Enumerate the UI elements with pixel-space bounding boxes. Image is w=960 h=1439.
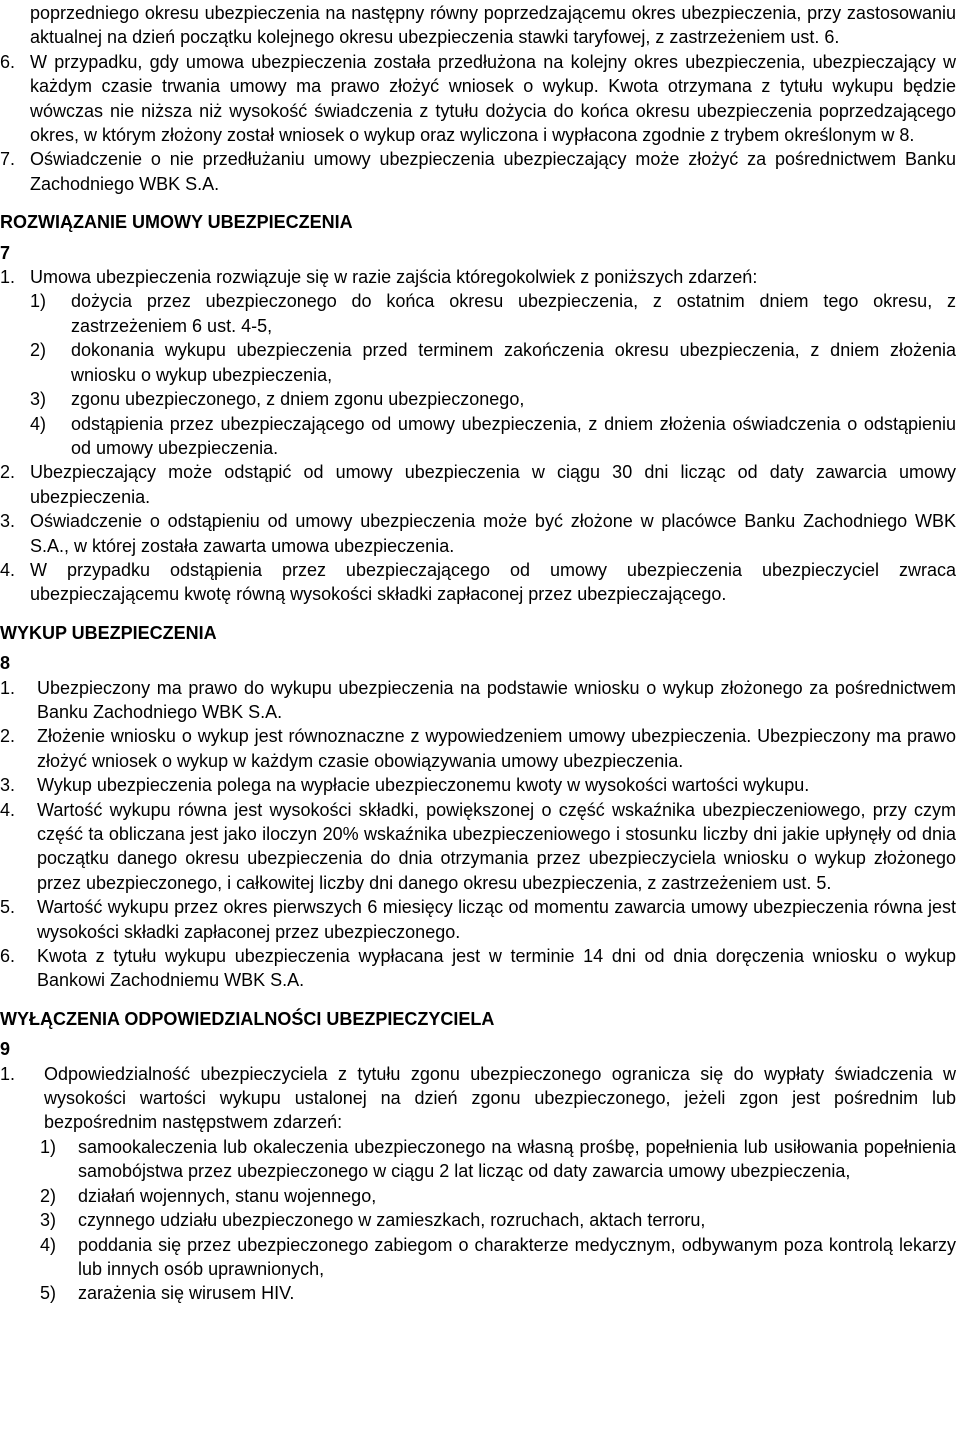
section8-item-2 (0, 724, 960, 773)
section8-item-5 (0, 895, 960, 944)
item-text: Kwota z tytułu wykupu ubezpieczenia wypłacana jest w terminie 14 dni od dnia doręczenia wniosku o wykup Bankowi Zachodniemu WBK S.A. (37, 946, 956, 991)
item-text: Złożenie wniosku o wykup jest równoznaczne z wypowiedzeniem umowy ubezpieczenia. Ubezpieczony ma prawo złożyć wniosek o wykup w każdym czasie obowiązywania umowy ubezpieczenia. (37, 726, 956, 771)
section7-subitem-4 (0, 412, 960, 461)
paragraph-number-7: 7 (0, 242, 11, 263)
item-text: Wartość wykupu przez okres pierwszych 6 miesięcy licząc od momentu zawarcia umowy ubezpieczenia równa jest wysokości składki zapłaconej przez ubezpieczonego. (37, 897, 956, 942)
section8-item-3 (0, 773, 960, 797)
item-number: 4. (0, 559, 16, 580)
item-number: 7. (0, 149, 16, 170)
item-number: 2. (0, 462, 16, 483)
subitem-text: czynnego udziału ubezpieczonego w zamieszkach, rozruchach, aktach terroru, (78, 1210, 706, 1231)
section8-item-6 (0, 944, 960, 993)
section7-subitem-1 (0, 289, 960, 338)
item-text: W przypadku, gdy umowa ubezpieczenia została przedłużona na kolejny okres ubezpieczenia, ubezpieczający w każdym czasie trwania umowy ma prawo złożyć wniosek o wykup. Kwota otrzymana z tytułu wykupu będzie wówczas nie niższa niż wysokość świadczenia z tytułu dożycia do końca okresu ubezpieczenia poprzedzającego okres, w którym złożony został wniosek o wykup oraz wyliczona i wypłacona zgodnie z trybem określonym w 8. (30, 51, 956, 146)
item-text: W przypadku odstąpienia przez ubezpieczającego od umowy ubezpieczenia ubezpieczyciel zwraca ubezpieczającemu kwotę równą wysokości składki zapłaconej przez ubezpieczającego. (30, 559, 956, 605)
section7-subitem-2 (0, 338, 960, 387)
paragraph-number-8: 8 (0, 653, 11, 674)
top-continuation-paragraph: poprzedniego okresu ubezpieczenia na następny równy poprzedzającemu okres ubezpieczenia, przy zastosowaniu aktualnej na dzień początku kolejnego okresu ubezpieczenia stawki taryfowej, z zastrzeżeniem ust. 6. (30, 3, 956, 48)
section-heading-termination: ROZWIĄZANIE UMOWY UBEZPIECZENIA (0, 212, 353, 233)
item-text: Ubezpieczony ma prawo do wykupu ubezpieczenia na podstawie wniosku o wykup złożonego za pośrednictwem Banku Zachodniego WBK S.A. (37, 677, 956, 722)
subitem-text: samookaleczenia lub okaleczenia ubezpieczonego na własną prośbę, popełnienia lub usiłowania popełnienia samobójstwa przez ubezpieczonego w ciągu 2 lat licząc od daty zawarcia umowy ubezpieczenia, (78, 1136, 956, 1182)
section9-subitem-2 (0, 1184, 960, 1208)
subitem-number: 1) (40, 1136, 57, 1157)
section8-item-4 (0, 798, 960, 896)
item-number: 1. (0, 267, 16, 288)
item-text: Wartość wykupu równa jest wysokości składki, powiększonej o część wskaźnika ubezpieczeniowego, przy czym część ta obliczana jest jako iloczyn 20% wskaźnika ubezpieczeniowego i stosunku liczby dni jakie upłynęły od dnia początku danego okresu ubezpieczenia do dnia otrzymania przez ubezpieczyciela wniosku o wykup złożonego przez ubezpieczonego, i całkowitej liczby dni danego okresu ubezpieczenia, z zastrzeżeniem ust. 5. (37, 799, 956, 893)
section9-subitem-1 (0, 1135, 960, 1184)
item-number: 1. (0, 1063, 16, 1084)
section9-item-1 (0, 1062, 960, 1135)
item-number: 1. (0, 677, 16, 698)
item-text: Oświadczenie o odstąpieniu od umowy ubezpieczenia może być złożone w placówce Banku Zachodniego WBK S.A., w której została zawarta umowa ubezpieczenia. (30, 511, 956, 556)
subitem-text: dokonania wykupu ubezpieczenia przed terminem zakończenia okresu ubezpieczenia, z dniem złożenia wniosku o wykup ubezpieczenia, (71, 340, 956, 385)
subitem-text: poddania się przez ubezpieczonego zabiegom o charakterze medycznym, odbywanym poza kontrolą lekarzy lub innych osób uprawnionych, (78, 1234, 956, 1279)
subitem-number: 2) (40, 1185, 57, 1206)
subitem-number: 3) (40, 1210, 57, 1231)
item-number: 2. (0, 726, 16, 747)
section9-subitem-3 (0, 1208, 960, 1232)
document-page (0, 1, 960, 1306)
section9-subitem-5 (0, 1281, 960, 1305)
item-text: Ubezpieczający może odstąpić od umowy ubezpieczenia w ciągu 30 dni licząc od daty zawarcia umowy ubezpieczenia. (30, 462, 956, 507)
subitem-text: zgonu ubezpieczonego, z dniem zgonu ubezpieczonego, (71, 389, 525, 410)
subitem-number: 3) (30, 389, 47, 410)
subitem-text: działań wojennych, stanu wojennego, (78, 1185, 377, 1206)
subitem-text: dożycia przez ubezpieczonego do końca okresu ubezpieczenia, z ostatnim dniem tego okresu, z zastrzeżeniem 6 ust. 4-5, (71, 291, 956, 336)
section8-item-1 (0, 676, 960, 725)
section7-item-4 (0, 558, 960, 607)
subitem-number: 4) (30, 413, 47, 434)
section9-subitem-4 (0, 1233, 960, 1282)
item-number: 3. (0, 511, 16, 532)
item-number: 5. (0, 897, 16, 918)
subitem-number: 2) (30, 340, 47, 361)
section7-item-3 (0, 509, 960, 558)
section7-item-1 (0, 265, 960, 289)
section7-subitem-3 (0, 387, 960, 411)
item-text: Odpowiedzialność ubezpieczyciela z tytułu zgonu ubezpieczonego ogranicza się do wypłaty świadczenia w wysokości wartości wykupu ustalonej na dzień zgonu ubezpieczonego, jeżeli zgon jest pośrednim lub bezpośrednim następstwem zdarzeń: (44, 1063, 956, 1133)
paragraph-number-9: 9 (0, 1039, 11, 1060)
subitem-number: 4) (40, 1234, 57, 1255)
item-number: 6. (0, 946, 16, 967)
section-heading-exclusions: WYŁĄCZENIA ODPOWIEDZIALNOŚCI UBEZPIECZYCIELA (0, 1008, 495, 1029)
item-text: Oświadczenie o nie przedłużaniu umowy ubezpieczenia ubezpieczający może złożyć za pośrednictwem Banku Zachodniego WBK S.A. (30, 149, 956, 194)
item-number: 4. (0, 799, 16, 820)
section-heading-buyback: WYKUP UBEZPIECZENIA (0, 622, 217, 643)
section7-item-2 (0, 460, 960, 509)
item-number: 6. (0, 51, 16, 72)
subitem-text: odstąpienia przez ubezpieczającego od umowy ubezpieczenia, z dniem złożenia oświadczenia o odstąpieniu od umowy ubezpieczenia. (71, 413, 956, 458)
item-number: 3. (0, 775, 16, 796)
section6-item-6 (0, 50, 960, 148)
subitem-number: 5) (40, 1283, 57, 1304)
section6-item-7 (0, 147, 960, 196)
subitem-number: 1) (30, 291, 47, 312)
subitem-text: zarażenia się wirusem HIV. (78, 1283, 295, 1304)
item-text: Wykup ubezpieczenia polega na wypłacie ubezpieczonemu kwoty w wysokości wartości wykupu. (37, 775, 810, 796)
item-text: Umowa ubezpieczenia rozwiązuje się w razie zajścia któregokolwiek z poniższych zdarzeń: (30, 267, 758, 288)
